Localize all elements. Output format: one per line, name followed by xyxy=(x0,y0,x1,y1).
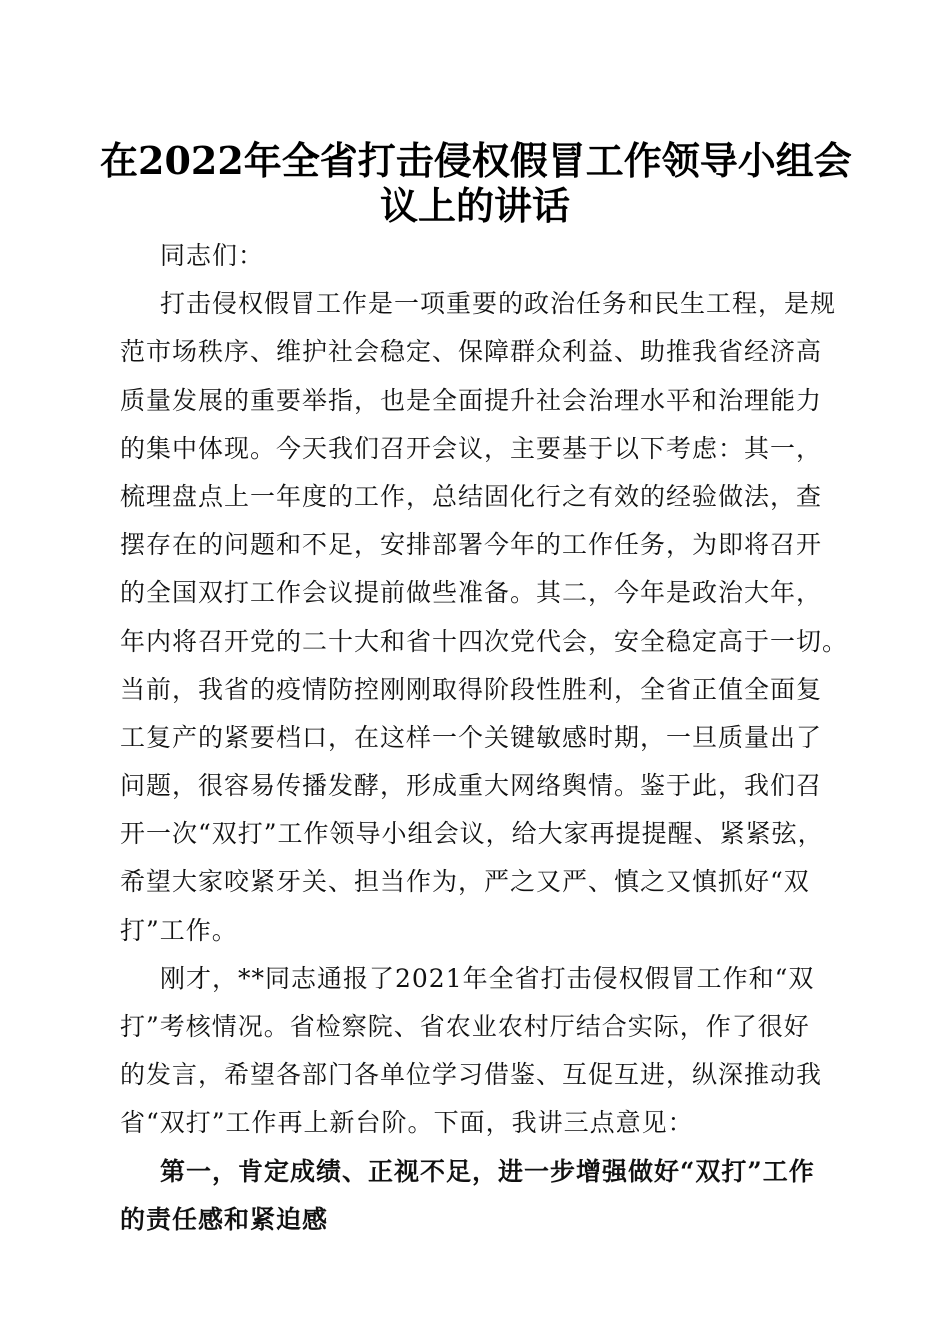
section-heading-line: 的责任感和紧迫感 xyxy=(120,1204,329,1234)
salutation: 同志们： xyxy=(160,241,265,270)
paragraph-line: 范市场秩序、维护社会稳定、保障群众利益、助推我省经济高 xyxy=(120,337,823,367)
paragraph-line: 希望大家咬紧牙关、担当作为，严之又严、慎之又慎抓好“双 xyxy=(120,867,810,897)
paragraph-line: 打”考核情况。省检察院、省农业农村厅结合实际，作了很好 xyxy=(120,1012,810,1041)
paragraph-line: 质量发展的重要举指，也是全面提升社会治理水平和治理能力 xyxy=(120,385,823,415)
paragraph-line: 工复产的紧要档口，在这样一个关键敏感时期，一旦质量出了 xyxy=(120,722,823,752)
document-body xyxy=(120,232,849,1244)
title-line: 在2022年全省打击侵权假冒工作领导小组会 xyxy=(100,138,852,183)
paragraph-line: 打”工作。 xyxy=(120,915,238,945)
paragraph-line: 的全国双打工作会议提前做些准备。其二，今年是政治大年， xyxy=(120,578,823,608)
section-heading-line: 第一，肯定成绩、正视不足，进一步增强做好“双打”工作 xyxy=(160,1156,815,1186)
paragraph-line: 年内将召开党的二十大和省十四次党代会，安全稳定高于一切。 xyxy=(120,626,849,656)
paragraph-line: 问题，很容易传播发酵，形成重大网络舆情。鉴于此，我们召 xyxy=(120,771,823,801)
paragraph-line: 梳理盘点上一年度的工作，总结固化行之有效的经验做法，查 xyxy=(120,481,823,511)
document-title xyxy=(100,138,850,228)
paragraph-line: 的集中体现。今天我们召开会议，主要基于以下考虑：其一， xyxy=(120,433,823,463)
title-line: 议上的讲话 xyxy=(379,183,570,228)
paragraph-line: 开一次“双打”工作领导小组会议，给大家再提提醒、紧紧弦， xyxy=(120,819,824,849)
paragraph-line: 省“双打”工作再上新台阶。下面，我讲三点意见： xyxy=(120,1108,694,1138)
paragraph-line: 当前，我省的疫情防控刚刚取得阶段性胜利，全省正值全面复 xyxy=(120,674,823,704)
paragraph-line: 摆存在的问题和不足，安排部署今年的工作任务，为即将召开 xyxy=(120,530,823,560)
paragraph-line: 打击侵权假冒工作是一项重要的政治任务和民生工程，是规 xyxy=(160,289,837,319)
paragraph-2 xyxy=(120,955,840,1148)
section-heading-1 xyxy=(120,1148,840,1244)
paragraph-line: 刚才，**同志通报了2021年全省打击侵权假冒工作和“双 xyxy=(160,963,815,993)
paragraph-line: 的发言，希望各部门各单位学习借鉴、互促互进，纵深推动我 xyxy=(120,1060,823,1090)
paragraph-1 xyxy=(120,280,849,955)
